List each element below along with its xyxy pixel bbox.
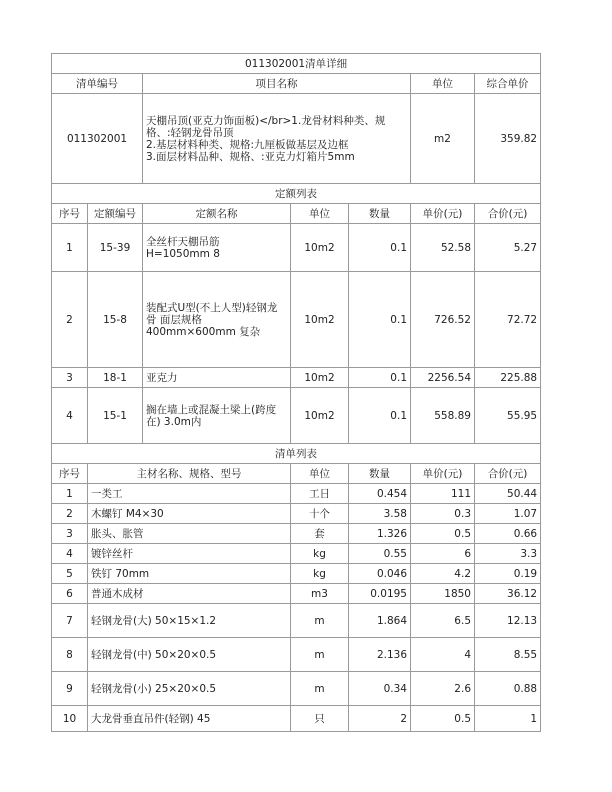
material-row bbox=[52, 504, 541, 524]
materials-header-total: 合价(元) bbox=[475, 464, 541, 484]
quota-header-total: 合价(元) bbox=[475, 204, 541, 224]
quota-no: 4 bbox=[52, 388, 88, 444]
bill-header-row bbox=[52, 74, 541, 94]
quota-row bbox=[52, 388, 541, 444]
bill-row bbox=[52, 94, 541, 184]
material-name: 轻钢龙骨(大) 50×15×1.2 bbox=[88, 604, 291, 638]
material-row bbox=[52, 584, 541, 604]
quota-title: 定额列表 bbox=[52, 184, 541, 204]
materials-title: 清单列表 bbox=[52, 444, 541, 464]
material-unit: kg bbox=[291, 544, 349, 564]
material-no: 8 bbox=[52, 638, 88, 672]
material-total: 8.55 bbox=[475, 638, 541, 672]
quota-header-no: 序号 bbox=[52, 204, 88, 224]
quota-qty: 0.1 bbox=[349, 224, 411, 272]
quota-code: 18-1 bbox=[88, 368, 143, 388]
material-qty: 0.34 bbox=[349, 672, 411, 706]
material-unit: 工日 bbox=[291, 484, 349, 504]
material-qty: 3.58 bbox=[349, 504, 411, 524]
material-price: 0.3 bbox=[411, 504, 475, 524]
material-no: 3 bbox=[52, 524, 88, 544]
quota-qty: 0.1 bbox=[349, 388, 411, 444]
materials-header-price: 单价(元) bbox=[411, 464, 475, 484]
material-no: 6 bbox=[52, 584, 88, 604]
material-qty: 0.0195 bbox=[349, 584, 411, 604]
quota-header-unit: 单位 bbox=[291, 204, 349, 224]
bill-title: 011302001清单详细 bbox=[52, 54, 541, 74]
quota-price: 558.89 bbox=[411, 388, 475, 444]
quota-name: 亚克力 bbox=[143, 368, 291, 388]
material-price: 4 bbox=[411, 638, 475, 672]
bill-detail-table bbox=[51, 53, 541, 732]
material-row bbox=[52, 544, 541, 564]
material-name: 一类工 bbox=[88, 484, 291, 504]
material-row bbox=[52, 564, 541, 584]
material-qty: 0.55 bbox=[349, 544, 411, 564]
material-row bbox=[52, 484, 541, 504]
quota-price: 726.52 bbox=[411, 272, 475, 368]
quota-price: 52.58 bbox=[411, 224, 475, 272]
quota-qty: 0.1 bbox=[349, 272, 411, 368]
bill-detail-sheet bbox=[51, 53, 540, 732]
material-row bbox=[52, 706, 541, 732]
material-row bbox=[52, 638, 541, 672]
materials-header-qty: 数量 bbox=[349, 464, 411, 484]
material-unit: 只 bbox=[291, 706, 349, 732]
quota-price: 2256.54 bbox=[411, 368, 475, 388]
material-total: 0.66 bbox=[475, 524, 541, 544]
material-total: 50.44 bbox=[475, 484, 541, 504]
material-unit: 套 bbox=[291, 524, 349, 544]
quota-header-qty: 数量 bbox=[349, 204, 411, 224]
material-unit: kg bbox=[291, 564, 349, 584]
material-total: 0.19 bbox=[475, 564, 541, 584]
material-unit: m3 bbox=[291, 584, 349, 604]
material-qty: 1.864 bbox=[349, 604, 411, 638]
quota-row bbox=[52, 224, 541, 272]
quota-header-row bbox=[52, 204, 541, 224]
quota-name: 搁在墙上或混凝土梁上(跨度在) 3.0m内 bbox=[143, 388, 291, 444]
material-price: 0.5 bbox=[411, 524, 475, 544]
quota-unit: 10m2 bbox=[291, 224, 349, 272]
material-total: 0.88 bbox=[475, 672, 541, 706]
material-no: 5 bbox=[52, 564, 88, 584]
quota-no: 3 bbox=[52, 368, 88, 388]
material-name: 镀锌丝杆 bbox=[88, 544, 291, 564]
material-qty: 0.454 bbox=[349, 484, 411, 504]
material-price: 6.5 bbox=[411, 604, 475, 638]
material-name: 普通木成材 bbox=[88, 584, 291, 604]
material-no: 4 bbox=[52, 544, 88, 564]
quota-row bbox=[52, 368, 541, 388]
material-no: 2 bbox=[52, 504, 88, 524]
bill-header-name: 项目名称 bbox=[143, 74, 411, 94]
material-price: 6 bbox=[411, 544, 475, 564]
material-unit: m bbox=[291, 672, 349, 706]
material-row bbox=[52, 672, 541, 706]
material-no: 9 bbox=[52, 672, 88, 706]
material-name: 铁钉 70mm bbox=[88, 564, 291, 584]
quota-total: 5.27 bbox=[475, 224, 541, 272]
material-qty: 2 bbox=[349, 706, 411, 732]
material-name: 轻钢龙骨(小) 25×20×0.5 bbox=[88, 672, 291, 706]
material-price: 1850 bbox=[411, 584, 475, 604]
quota-header-name: 定额名称 bbox=[143, 204, 291, 224]
quota-unit: 10m2 bbox=[291, 368, 349, 388]
material-no: 7 bbox=[52, 604, 88, 638]
material-qty: 0.046 bbox=[349, 564, 411, 584]
quota-name: 装配式U型(不上人型)轻钢龙骨 面层规格 400mm×600mm 复杂 bbox=[143, 272, 291, 368]
bill-price: 359.82 bbox=[475, 94, 541, 184]
material-unit: 十个 bbox=[291, 504, 349, 524]
material-no: 10 bbox=[52, 706, 88, 732]
bill-code: 011302001 bbox=[52, 94, 143, 184]
material-total: 3.3 bbox=[475, 544, 541, 564]
material-name: 轻钢龙骨(中) 50×20×0.5 bbox=[88, 638, 291, 672]
materials-header-name: 主材名称、规格、型号 bbox=[88, 464, 291, 484]
bill-header-unit: 单位 bbox=[411, 74, 475, 94]
material-no: 1 bbox=[52, 484, 88, 504]
bill-header-code: 清单编号 bbox=[52, 74, 143, 94]
material-price: 111 bbox=[411, 484, 475, 504]
quota-total: 72.72 bbox=[475, 272, 541, 368]
material-name: 大龙骨垂直吊件(轻钢) 45 bbox=[88, 706, 291, 732]
material-total: 1 bbox=[475, 706, 541, 732]
quota-qty: 0.1 bbox=[349, 368, 411, 388]
quota-total: 225.88 bbox=[475, 368, 541, 388]
quota-row bbox=[52, 272, 541, 368]
bill-unit: m2 bbox=[411, 94, 475, 184]
material-total: 12.13 bbox=[475, 604, 541, 638]
material-unit: m bbox=[291, 638, 349, 672]
quota-total: 55.95 bbox=[475, 388, 541, 444]
quota-header-price: 单价(元) bbox=[411, 204, 475, 224]
material-row bbox=[52, 604, 541, 638]
quota-code: 15-8 bbox=[88, 272, 143, 368]
materials-header-no: 序号 bbox=[52, 464, 88, 484]
quota-code: 15-39 bbox=[88, 224, 143, 272]
quota-unit: 10m2 bbox=[291, 388, 349, 444]
material-qty: 2.136 bbox=[349, 638, 411, 672]
quota-header-code: 定额编号 bbox=[88, 204, 143, 224]
material-price: 0.5 bbox=[411, 706, 475, 732]
material-total: 36.12 bbox=[475, 584, 541, 604]
quota-no: 2 bbox=[52, 272, 88, 368]
material-qty: 1.326 bbox=[349, 524, 411, 544]
material-name: 胀头、胀管 bbox=[88, 524, 291, 544]
quota-unit: 10m2 bbox=[291, 272, 349, 368]
quota-name: 全丝杆天棚吊筋 H=1050mm 8 bbox=[143, 224, 291, 272]
materials-header-row bbox=[52, 464, 541, 484]
materials-header-unit: 单位 bbox=[291, 464, 349, 484]
bill-name: 天棚吊顶(亚克力饰面板)</br>1.龙骨材料种类、规格、:轻钢龙骨吊顶 2.基层材料种类、规格:九厘板做基层及边框 3.面层材料品种、规格、:亚克力灯箱片5mm bbox=[143, 94, 411, 184]
material-price: 2.6 bbox=[411, 672, 475, 706]
material-price: 4.2 bbox=[411, 564, 475, 584]
bill-header-price: 综合单价 bbox=[475, 74, 541, 94]
quota-code: 15-1 bbox=[88, 388, 143, 444]
material-row bbox=[52, 524, 541, 544]
material-unit: m bbox=[291, 604, 349, 638]
quota-no: 1 bbox=[52, 224, 88, 272]
material-name: 木螺钉 M4×30 bbox=[88, 504, 291, 524]
material-total: 1.07 bbox=[475, 504, 541, 524]
